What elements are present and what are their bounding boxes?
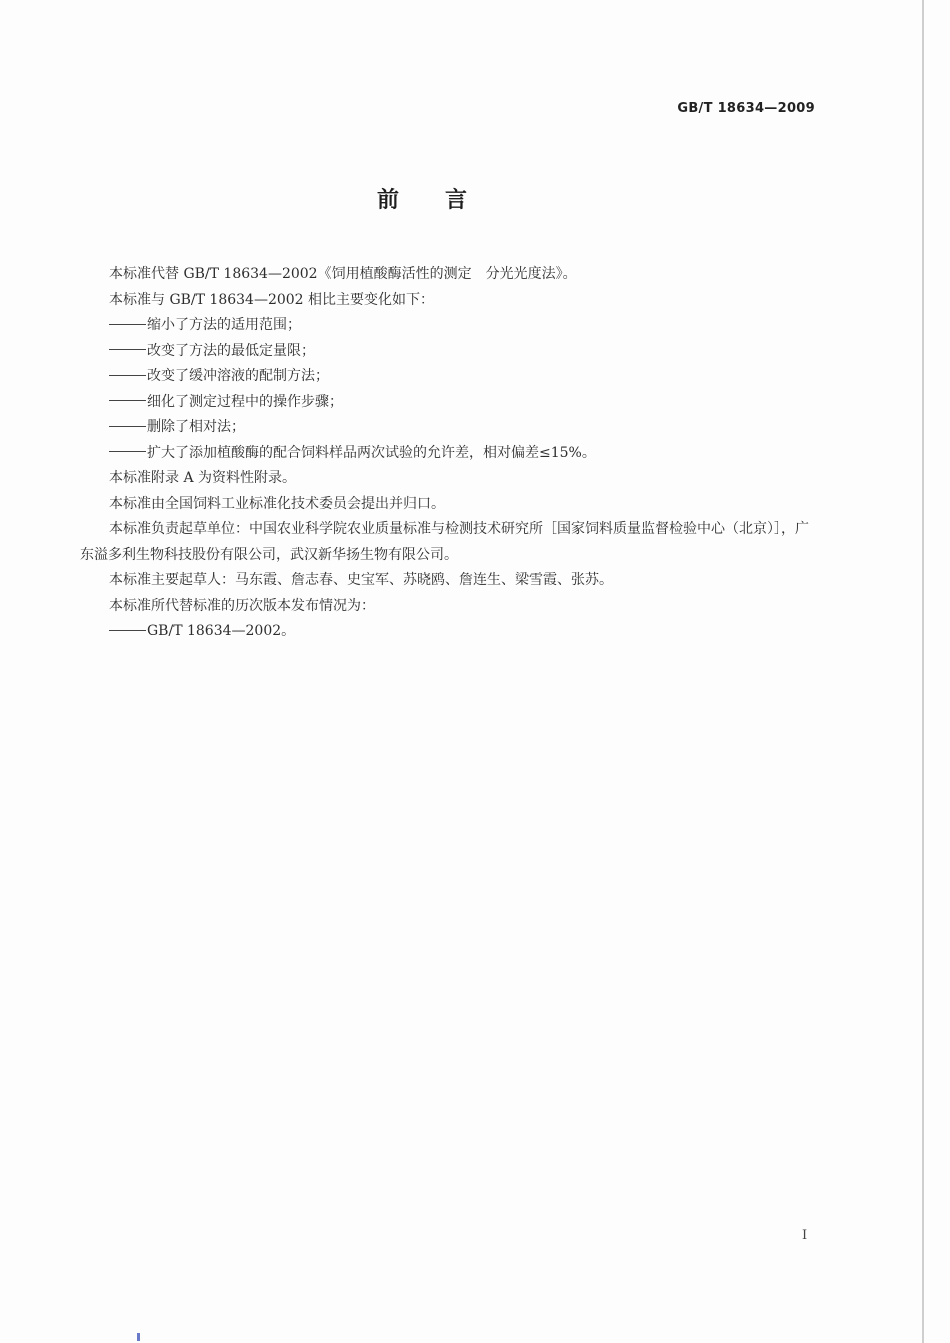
change-item xyxy=(80,364,820,390)
change-item-text: 细化了测定过程中的操作步骤； xyxy=(147,393,343,410)
drafters: 本标准主要起草人：马东霞、詹志春、史宝军、苏晓鸥、詹连生、梁雪霞、张苏。 xyxy=(109,572,613,588)
scan-edge-line xyxy=(922,0,924,1343)
proposer-statement: 本标准由全国饲料工业标准化技术委员会提出并归口。 xyxy=(109,495,445,512)
change-item xyxy=(80,390,820,416)
dash-mark xyxy=(109,451,146,452)
dash-mark xyxy=(109,400,146,401)
replacement-statement: 本标准代替 GB/T 18634—2002《饲用植酸酶活性的测定 分光光度法》。 xyxy=(109,266,577,282)
change-item xyxy=(80,415,820,441)
change-item xyxy=(80,313,820,339)
dash-mark xyxy=(109,630,146,631)
page-title: 前言 xyxy=(376,188,513,213)
history-item xyxy=(80,619,820,645)
change-item-text: 删除了相对法； xyxy=(147,419,245,435)
scan-artifact-mark xyxy=(137,1333,140,1341)
change-item-text: 改变了缓冲溶液的配制方法； xyxy=(147,368,329,384)
foreword-body xyxy=(80,262,820,645)
drafting-units: 本标准负责起草单位：中国农业科学院农业质量标准与检测技术研究所［国家饲料质量监督检验中心（北京）］，广东溢多利生物科技股份有限公司，武汉新华扬生物有限公司。 xyxy=(80,521,809,563)
change-item-text: 扩大了添加植酸酶的配合饲料样品两次试验的允许差，相对偏差≤15%。 xyxy=(147,444,596,461)
appendix-statement: 本标准附录 A 为资料性附录。 xyxy=(109,470,297,486)
change-item xyxy=(80,441,820,467)
history-intro: 本标准所代替标准的历次版本发布情况为： xyxy=(109,597,375,614)
dash-mark xyxy=(109,349,146,350)
dash-mark xyxy=(109,324,146,325)
dash-mark xyxy=(109,375,146,376)
change-item xyxy=(80,339,820,365)
change-item-text: 缩小了方法的适用范围； xyxy=(147,317,301,333)
standard-number: GB/T 18634—2009 xyxy=(677,101,815,116)
history-item-text: GB/T 18634—2002。 xyxy=(147,623,296,639)
dash-mark xyxy=(109,426,146,427)
change-item-text: 改变了方法的最低定量限； xyxy=(147,342,315,359)
page-number: I xyxy=(802,1228,808,1243)
changes-intro: 本标准与 GB/T 18634—2002 相比主要变化如下： xyxy=(109,291,435,308)
